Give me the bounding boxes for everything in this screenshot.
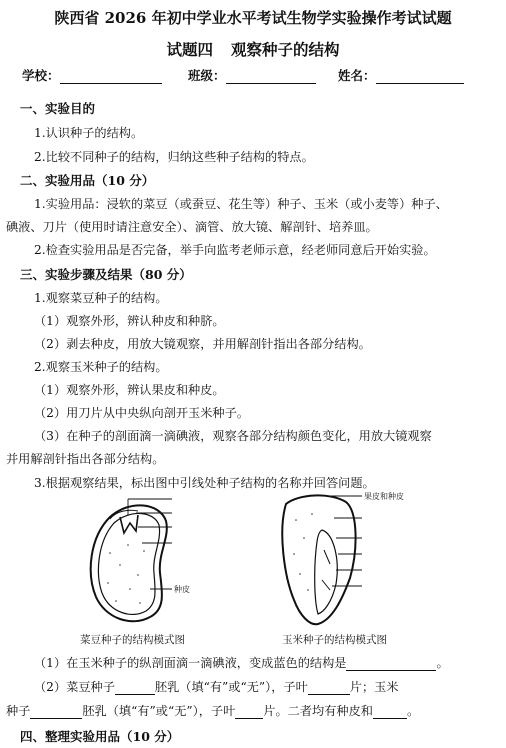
corn-caption: 玉米种子的结构模式图 xyxy=(282,634,387,646)
question-2-line-2 xyxy=(6,702,419,719)
question-2-line-1 xyxy=(34,678,399,695)
s3-line-1: 1.观察菜豆种子的结构。 xyxy=(34,291,168,305)
question-number: 试题四 xyxy=(166,40,213,59)
name-blank[interactable] xyxy=(376,69,464,84)
q1-end: 。 xyxy=(436,656,449,670)
class-label: 班级： xyxy=(188,68,226,83)
s3-line-7a: （3）在种子的剖面滴一滴碘液，观察各部分结构颜色变化，用放大镜观察 xyxy=(34,429,432,443)
s3-line-3: （2）剥去种皮，用放大镜观察，并用解剖针指出各部分结构。 xyxy=(34,337,371,351)
q2-bean-cotyledon-blank[interactable] xyxy=(308,681,350,695)
name-label: 姓名： xyxy=(338,68,376,83)
question-name: 观察种子的结构 xyxy=(231,40,340,59)
s3-line-5: （1）观察外形，辨认果皮和种皮。 xyxy=(34,383,225,397)
q2-common-structure-blank[interactable] xyxy=(373,705,407,719)
bean-label-seed-coat: 种皮 xyxy=(174,585,190,594)
s3-line-2: （1）观察外形，辨认种皮和种脐。 xyxy=(34,314,225,328)
q2-bean-endosperm-blank[interactable] xyxy=(115,681,155,695)
name-field xyxy=(338,66,464,84)
class-blank[interactable] xyxy=(226,69,316,84)
question-title xyxy=(0,38,506,60)
bean-seed-diagram xyxy=(80,493,220,633)
section-4-heading: 四、整理实验用品（10 分） xyxy=(20,729,180,744)
q2b-part-2: 胚乳（填“有”或“无”），子叶 xyxy=(82,704,236,718)
q2-corn-cotyledon-blank[interactable] xyxy=(235,705,263,719)
q2a-part-3: 片；玉米 xyxy=(349,680,399,694)
q1-blank[interactable] xyxy=(346,657,436,671)
corn-label-pericarp-seed-coat: 果皮和种皮 xyxy=(364,492,404,501)
exam-title: 陕西省 2026 年初中学业水平考试生物学实验操作考试试题 xyxy=(54,9,452,27)
s3-line-7b: 并用解剖针指出各部分结构。 xyxy=(6,452,165,466)
s3-line-8: 3.根据观察结果，标出图中引线处种子结构的名称并回答问题。 xyxy=(34,476,375,490)
s3-line-6: （2）用刀片从中央纵向剖开玉米种子。 xyxy=(34,406,249,420)
school-field xyxy=(22,66,162,84)
corn-seed-diagram xyxy=(270,490,370,630)
q2b-part-1: 种子 xyxy=(6,704,31,718)
s2-item-1-line-2: 碘液、刀片（使用时请注意安全）、滴管、放大镜、解剖针、培养皿。 xyxy=(6,220,378,234)
bean-caption: 菜豆种子的结构模式图 xyxy=(80,634,185,646)
s1-item-1: 1.认识种子的结构。 xyxy=(34,126,144,140)
q1-text: （1）在玉米种子的纵剖面滴一滴碘液，变成蓝色的结构是 xyxy=(34,656,347,670)
q2b-part-3: 片。二者均有种皮和 xyxy=(263,704,373,718)
question-1 xyxy=(34,654,449,671)
q2a-part-1: （2）菜豆种子 xyxy=(34,680,115,694)
q2b-part-4: 。 xyxy=(406,704,420,718)
q2-corn-endosperm-blank[interactable] xyxy=(30,705,82,719)
s1-item-2: 2.比较不同种子的结构，归纳这些种子结构的特点。 xyxy=(34,150,314,164)
section-2-heading: 二、实验用品（10 分） xyxy=(20,173,155,188)
school-label: 学校： xyxy=(22,68,60,83)
s2-item-2: 2.检查实验用品是否完备，举手向监考老师示意，经老师同意后开始实验。 xyxy=(34,243,436,257)
s3-line-4: 2.观察玉米种子的结构。 xyxy=(34,360,168,374)
school-blank[interactable] xyxy=(60,69,162,84)
section-3-heading: 三、实验步骤及结果（80 分） xyxy=(20,267,192,282)
s2-item-1-line-1: 1.实验用品：浸软的菜豆（或蚕豆、花生等）种子、玉米（或小麦等）种子、 xyxy=(34,197,448,211)
class-field xyxy=(188,66,316,84)
q2a-part-2: 胚乳（填“有”或“无”），子叶 xyxy=(154,680,308,694)
section-1-heading: 一、实验目的 xyxy=(20,101,96,116)
